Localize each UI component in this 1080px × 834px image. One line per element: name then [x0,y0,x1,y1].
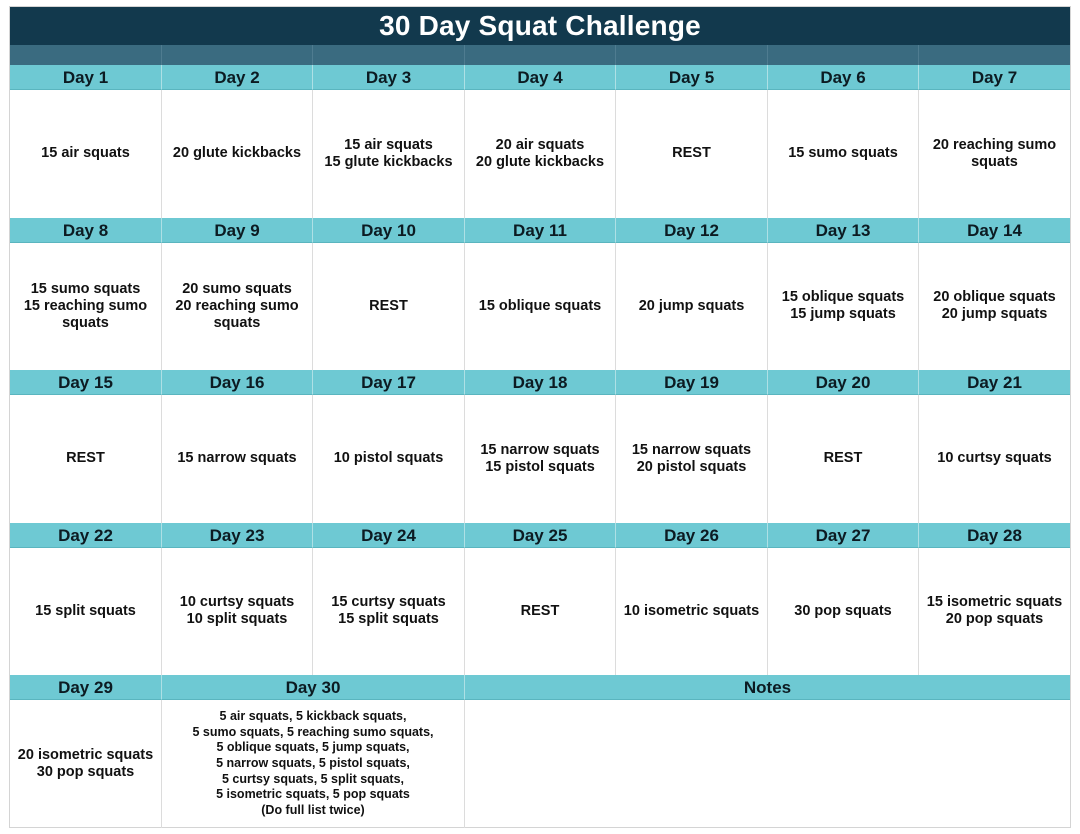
day-workout: 15 air squats 15 glute kickbacks [313,90,465,218]
day-label: Day 13 [768,218,919,243]
day-workout: REST [313,243,465,371]
subheader-cell [768,45,919,65]
day-workout: 15 narrow squats 20 pistol squats [616,395,768,523]
day-workout: 20 sumo squats 20 reaching sumo squats [162,243,313,371]
day-label: Day 20 [768,370,919,395]
week-row [10,218,1070,371]
subheader-cell [616,45,768,65]
day-workout: 15 oblique squats 15 jump squats [768,243,919,371]
day-workout: 15 split squats [10,548,162,676]
day-workout: 20 glute kickbacks [162,90,313,218]
challenge-calendar [9,6,1071,828]
subheader-cell [10,45,162,65]
day-workout: 15 sumo squats [768,90,919,218]
day-label: Day 1 [10,65,162,90]
day-workout: 10 isometric squats [616,548,768,676]
day-workout: REST [10,395,162,523]
day-label: Day 18 [465,370,616,395]
day-workout: REST [616,90,768,218]
day-label: Day 2 [162,65,313,90]
day-label: Day 15 [10,370,162,395]
day-workout: REST [768,395,919,523]
week-row [10,65,1070,218]
notes-area[interactable] [465,700,1070,828]
day-label: Day 12 [616,218,768,243]
day-label: Day 22 [10,523,162,548]
subheader-cell [162,45,313,65]
day-label: Day 27 [768,523,919,548]
notes-header: Notes [465,675,1070,700]
day-workout: 15 isometric squats 20 pop squats [926,594,1063,628]
day-label: Day 9 [162,218,313,243]
day-workout: 20 reaching sumo squats [932,136,1057,170]
day-workout: 20 air squats 20 glute kickbacks [465,90,616,218]
page-title: 30 Day Squat Challenge [10,7,1070,45]
day-label: Day 24 [313,523,465,548]
day-label: Day 16 [162,370,313,395]
day-workout: 15 narrow squats [162,395,313,523]
day-workout: 20 oblique squats 20 jump squats [933,289,1056,323]
day-workout: 15 narrow squats 15 pistol squats [465,395,616,523]
day-workout: 20 isometric squats 30 pop squats [10,700,162,828]
day-label: Day 7 [919,65,1070,90]
calendar-grid [10,65,1070,828]
day-label: Day 11 [465,218,616,243]
week-row [10,675,1070,828]
subheader-cell [465,45,616,65]
day-label: Day 25 [465,523,616,548]
day-workout: 15 curtsy squats 15 split squats [313,548,465,676]
day-label: Day 29 [10,675,162,700]
day-label: Day 28 [919,523,1070,548]
subheader-cell [313,45,465,65]
day-workout: 15 oblique squats [465,243,616,371]
day-label: Day 6 [768,65,919,90]
subheader-cell [919,45,1070,65]
day-workout: 30 pop squats [768,548,919,676]
week-row [10,523,1070,676]
day-label: Day 19 [616,370,768,395]
day-workout: 10 pistol squats [313,395,465,523]
day-workout: REST [465,548,616,676]
day-label: Day 8 [10,218,162,243]
week-row [10,370,1070,523]
day-label: Day 26 [616,523,768,548]
day-workout: 5 air squats, 5 kickback squats, 5 sumo squats, 5 reaching sumo squats, 5 oblique squats, 5 jump squats, 5 narrow squats, 5 pistol squats, 5 curtsy squats, 5 split squats, 5 isometric squats, 5 pop squats (Do full list twice) [162,700,465,828]
day-workout: 15 air squats [10,90,162,218]
day-label: Day 4 [465,65,616,90]
day-label: Day 23 [162,523,313,548]
day-workout: 10 curtsy squats 10 split squats [162,548,313,676]
subheader-band [10,45,1070,65]
day-workout: 15 sumo squats 15 reaching sumo squats [10,243,162,371]
day-workout: 20 jump squats [616,243,768,371]
day-label: Day 10 [313,218,465,243]
day-label: Day 3 [313,65,465,90]
day-label: Day 5 [616,65,768,90]
day-label: Day 17 [313,370,465,395]
day-label: Day 30 [162,675,465,700]
day-label: Day 21 [919,370,1070,395]
day-workout: 10 curtsy squats [937,450,1052,467]
day-label: Day 14 [919,218,1070,243]
